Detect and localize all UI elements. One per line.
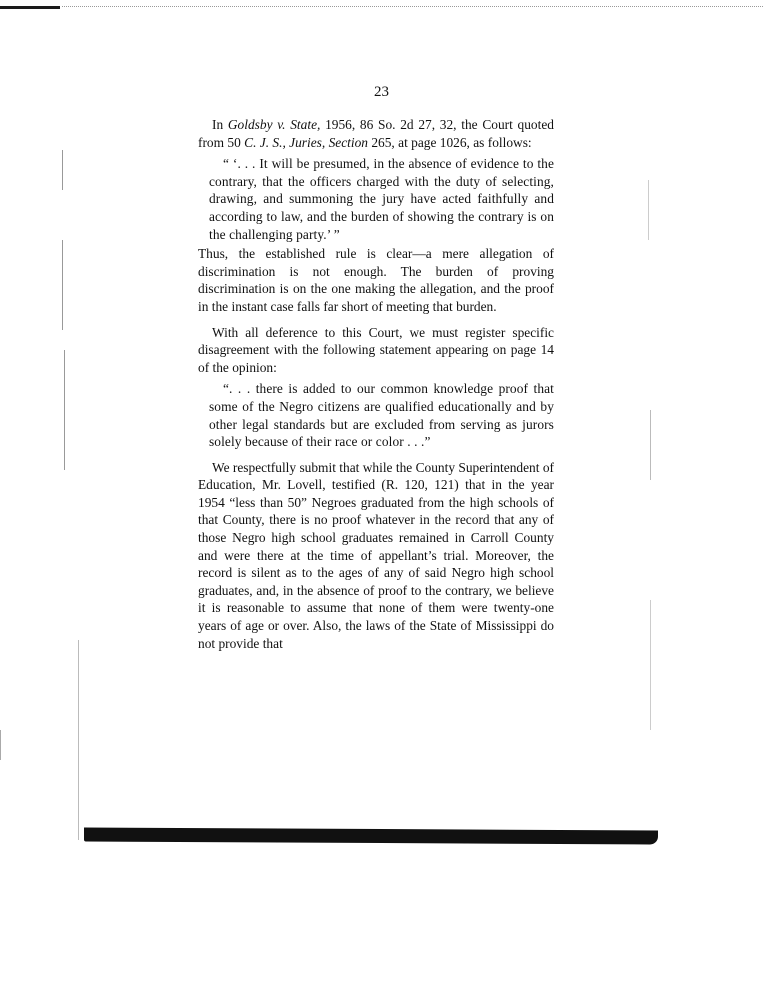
scan-mark-left-3: [64, 350, 65, 470]
top-dotted-rule: [62, 6, 763, 7]
scan-mark-right-2: [650, 410, 651, 480]
paragraph-disagreement: With all deference to this Court, we must register specific disagreement with the following statement appearing on page 14 of the opinion:: [198, 324, 554, 375]
paragraph-goldsby: [198, 116, 554, 151]
block-quote-presumption: “ ‘. . . It will be presumed, in the absence of evidence to the contrary, that the officers charged with the duty of selecting, drawing, and summoning the jury have acted faithfully and according to law, and the burden of showing the contrary is on the challenging party.’ ”: [209, 156, 554, 242]
scan-mark-left-1: [62, 150, 63, 190]
paragraph-text: 1956, 86 So. 2d 27, 32, the Court quoted from 50: [198, 117, 554, 150]
page-body: [198, 116, 554, 652]
block-quote-opinion: “. . . there is added to our common knowledge proof that some of the Negro citizens are qualified educationally and by other legal standards but are excluded from serving as jurors solely because of their race or color . . .”: [209, 381, 554, 450]
case-name: Goldsby v. State,: [227, 117, 321, 132]
citation: C. J. S., Juries, Section: [244, 134, 368, 150]
scan-mark-left-2: [62, 240, 63, 330]
scan-mark-right-3: [650, 600, 651, 730]
page-number: 23: [374, 84, 389, 100]
bottom-black-band: [84, 827, 658, 844]
paragraph-text: 265, at page 1026, as follows:: [371, 134, 532, 150]
top-border-rule: [0, 6, 60, 9]
scan-mark-left-4: [0, 730, 1, 760]
scan-mark-right-1: [648, 180, 649, 240]
left-margin-line: [78, 640, 79, 840]
paragraph-established-rule: Thus, the established rule is clear—a mere allegation of discrimination is not enough. The burden of proving discrimination is on the one making the allegation, and the proof in the instant case falls far short of meeting that burden.: [198, 246, 554, 314]
paragraph-submission: We respectfully submit that while the County Superintendent of Education, Mr. Lovell, testified (R. 120, 121) that in the year 1954 “less than 50” Negroes graduated from the high schools of that County, there is no proof whatever in the record that any of those Negro high school graduates remained in Carroll County and were there at the time of appellant’s trial. Moreover, the record is silent as to the ages of any of said Negro high school graduates, and, in the absence of proof to the contrary, we believe it is reasonable to assume that none of them were twenty-one years of age or over. Also, the laws of the State of Mississippi do not provide that: [198, 459, 554, 651]
paragraph-text: In: [212, 117, 224, 132]
